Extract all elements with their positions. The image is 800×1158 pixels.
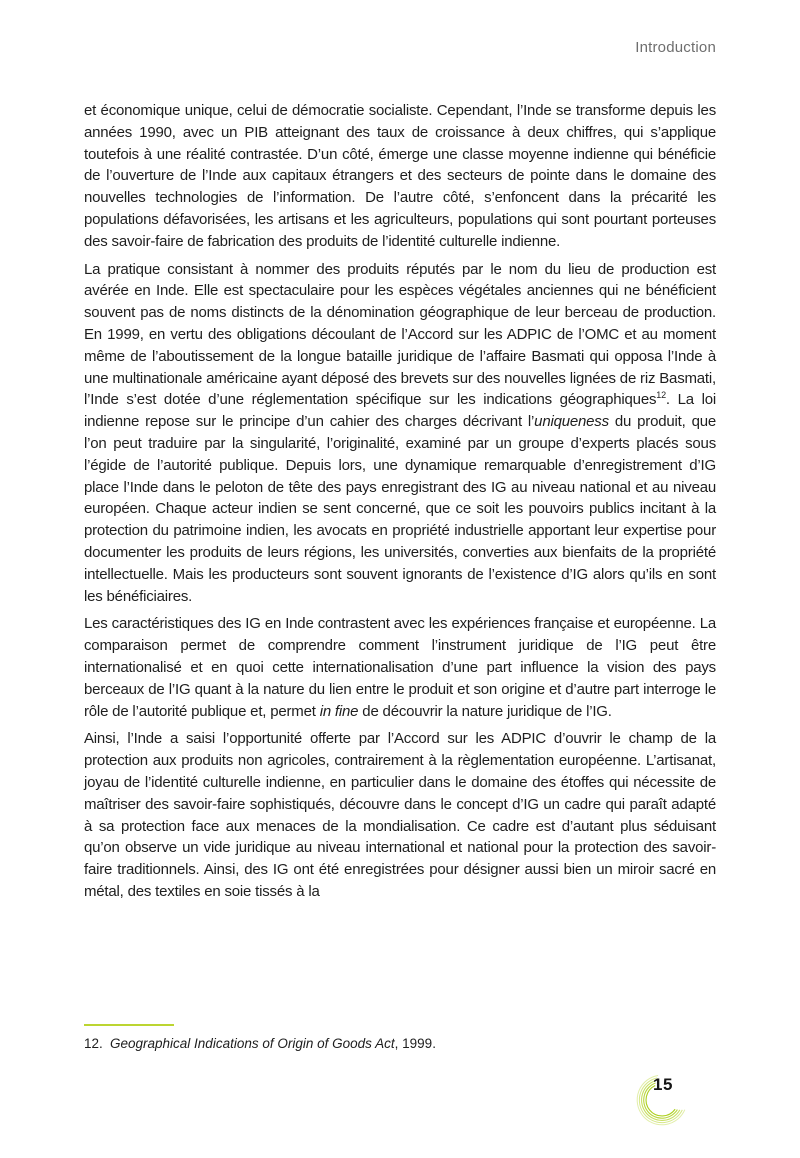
body-paragraph: et économique unique, celui de démocratie socialiste. Cependant, l’Inde se transforme depuis les années 1990, avec un PIB atteignant des taux de croissance à deux chiffres, qui s’applique toutefois à une réalité contrastée. D’un côté, émerge une classe moyenne indienne qui bénéficie de l’ouverture de l’Inde aux capitaux étrangers et des secteurs de pointe dans le domaine des nouvelles technologies de l’information. De l’autre côté, s’enfoncent dans la précarité les populations défavorisées, les artisans et les agriculteurs, populations qui sont pourtant porteuses des savoir-faire de fabrication des produits de l’identité culturelle indienne.: [84, 102, 716, 250]
running-header: Introduction: [635, 39, 716, 56]
footnote-text: Geographical Indications of Origin of Goods Act, 1999.: [110, 1036, 436, 1051]
footnote: [84, 1035, 716, 1052]
footnote-block: [84, 1024, 716, 1052]
footnote-divider: [84, 1024, 174, 1026]
body-paragraph: La pratique consistant à nommer des produits réputés par le nom du lieu de production est avérée en Inde. Elle est spectaculaire pour les espèces végétales anciennes qui ne bénéficient souvent pas de noms distincts de la dénomination géographique de leur berceau de production. En 1999, en vertu des obligations découlant de l’Accord sur les ADPIC de l’OMC et au moment même de l’aboutissement de la longue bataille juridique de l’affaire Basmati qui opposa l’Inde à une multinationale américaine ayant déposé des brevets sur des nouvelles lignées de riz Basmati, l’Inde s’est dotée d’une réglementation spécifique sur les indications géographiques$^{12}$. La loi indienne repose sur le principe d’un cahier des charges décrivant l’uniqueness du produit, que l’on peut traduire par la singularité, l’originalité, examiné par un groupe d’experts placés sous l’égide de l’autorité publique. Depuis lors, une dynamique remarquable d’enregistrement d’IG place l’Inde dans le peloton de tête des pays enregistrant des IG au niveau national et au niveau européen. Chaque acteur indien se sent concerné, que ce soit les pouvoirs publics incitant à la protection du patrimoine indien, les avocats en propriété industrielle apportant leur expertise pour documenter les produits de leurs régions, les universités, converties aux bienfaits de la propriété intellectuelle. Mais les producteurs sont souvent ignorants de l’existence d’IG alors qu’ils en sont les bénéficiaires.: [84, 260, 717, 605]
swirl-ornament-icon: [632, 1064, 694, 1128]
footnote-number: 12.: [84, 1036, 103, 1051]
body-paragraph: Ainsi, l’Inde a saisi l’opportunité offerte par l’Accord sur les ADPIC d’ouvrir le champ de la protection aux produits non agricoles, contrairement à la règlementation européenne. L’artisanat, joyau de l’identité culturelle indienne, en particulier dans le domaine des étoffes qui nécessite de maîtriser des savoir-faire sophistiqués, découvre dans le concept d’IG un cadre qui paraît adapté à sa protection face aux menaces de la mondialisation. Ce cadre est d’autant plus séduisant qu’on observe un vide juridique au niveau international et national pour la protection des savoir-faire traditionnels. Ainsi, des IG ont été enregistrées pour désigner aussi bien un miroir sacré en métal, des textiles en soie tissés à la: [84, 730, 716, 900]
page-number: 15: [653, 1075, 673, 1094]
body-paragraph: Les caractéristiques des IG en Inde contrastent avec les expériences française et européenne. La comparaison permet de comprendre comment l’instrument juridique de l’IG peut être internationalisé et en quoi cette internationalisation d’une part influence la vision des pays berceaux de l’IG quant à la nature du lien entre le produit et son origine et d’autre part interroge le rôle de l’autorité publique et, permet in fine de découvrir la nature juridique de l’IG.: [84, 615, 716, 720]
body-text: [84, 100, 716, 903]
page-number-ornament: [632, 1064, 694, 1128]
